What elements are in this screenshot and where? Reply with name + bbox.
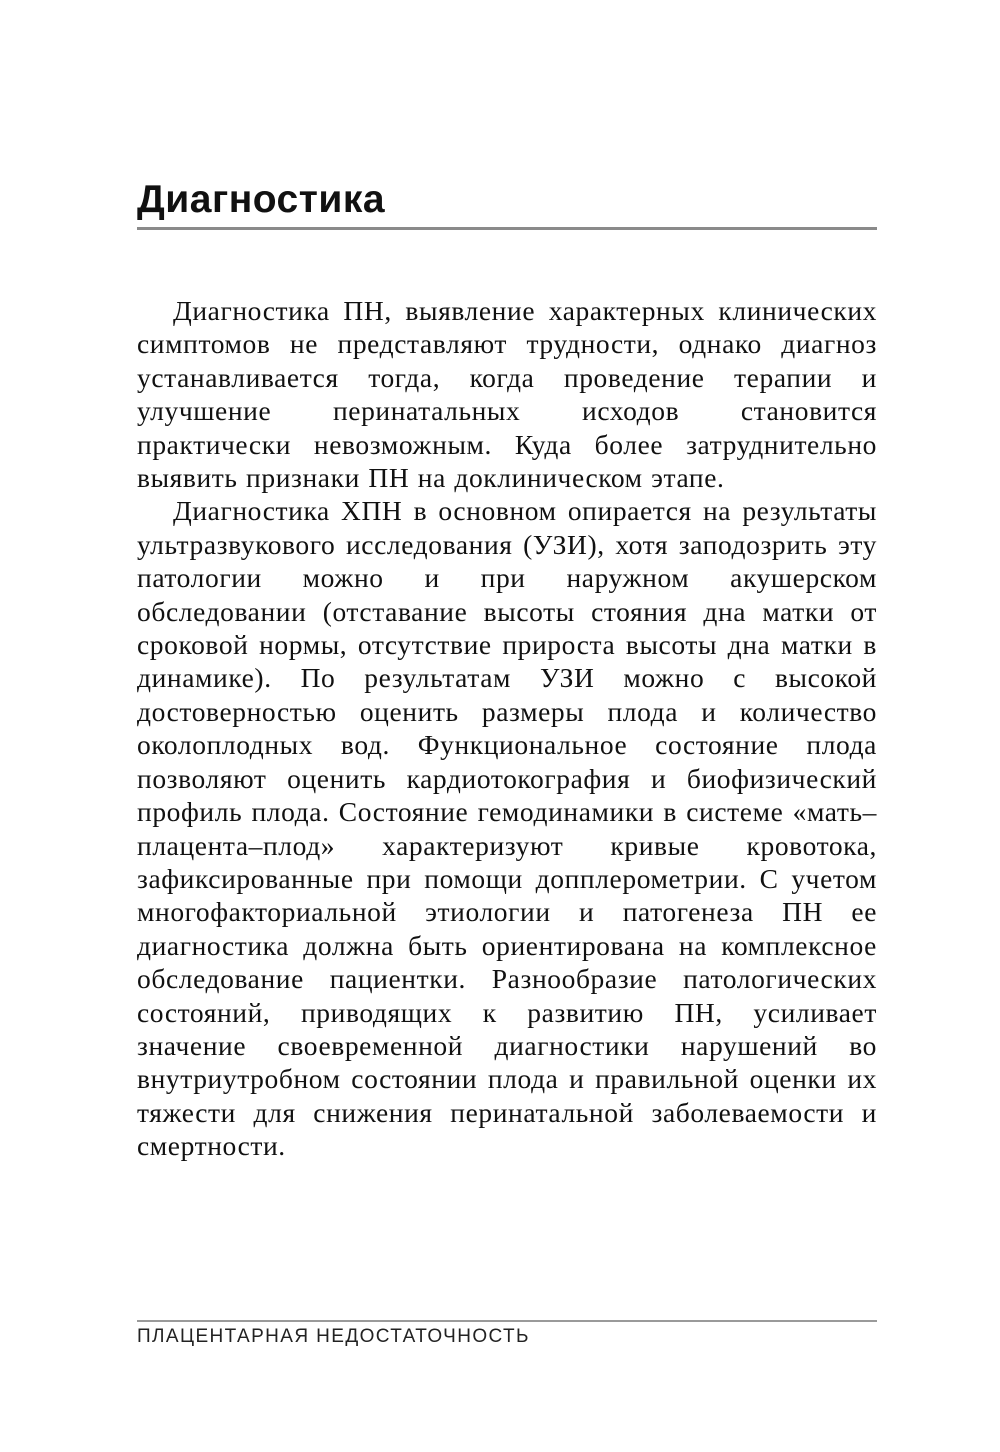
body-text [137,294,877,1163]
page-title: Диагностика [137,178,386,221]
paragraph: Диагностика ХПН в основном опирается на результаты ультразвукового исследования (УЗИ), хотя заподозрить эту патологии можно и при наружном акушерском обследовании (отставание высоты стояния дна матки от сроковой нормы, отсутствие прироста высоты дна матки в динамике). По результатам УЗИ можно с высокой достоверностью оценить размеры плода и количество околоплодных вод. Функциональное состояние плода позволяют оценить кардиотокография и биофизический профиль плода. Состояние гемодинамики в системе «мать–плацента–плод» характеризуют кривые кровотока, зафиксированные при помощи допплерометрии. С учетом многофакториальной этиологии и патогенеза ПН ее диагностика должна быть ориентирована на комплексное обследование пациентки. Разнообразие патологических состояний, приводящих к развитию ПН, усиливает значение своевременной диагностики нарушений во внутриутробном состоянии плода и правильной оценки их тяжести для снижения перинатальной заболеваемости и смертности. [137,495,877,1162]
running-footer: ПЛАЦЕНТАРНАЯ НЕДОСТАТОЧНОСТЬ [137,1326,530,1347]
paragraph: Диагностика ПН, выявление характерных клинических симптомов не представляют трудности, однако диагноз устанавливается тогда, когда проведение терапии и улучшение перинатальных исходов становится практически невозможным. Куда более затруднительно выявить признаки ПН на доклиническом этапе. [137,295,877,494]
heading-divider [137,227,877,230]
footer-divider [137,1320,877,1322]
